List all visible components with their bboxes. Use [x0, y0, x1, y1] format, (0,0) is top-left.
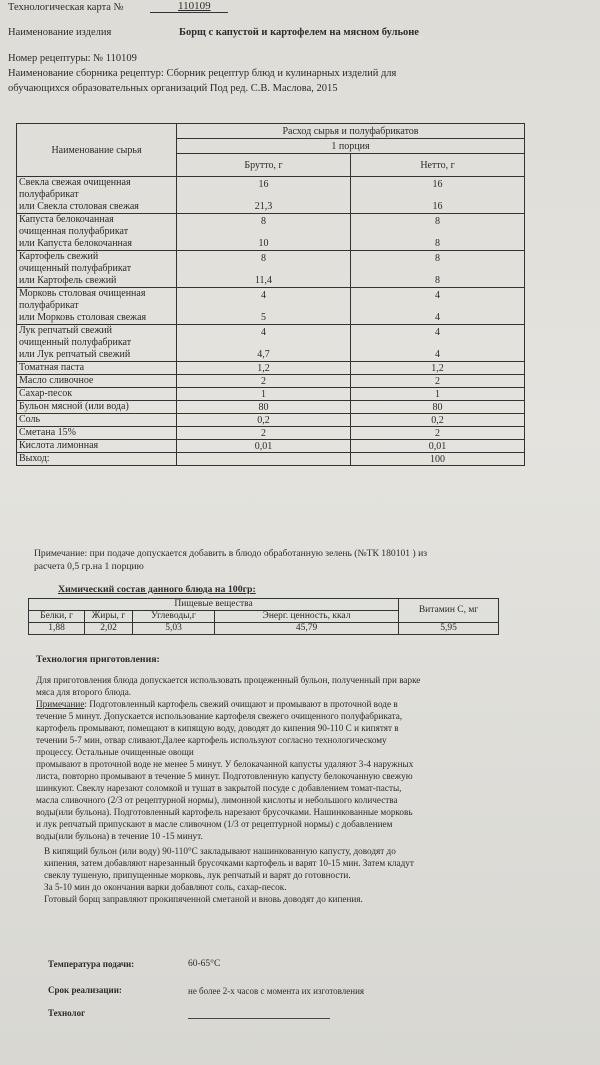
brutto-value: 5 — [261, 311, 266, 323]
ingredient-name: Морковь столовая очищенная — [19, 288, 146, 299]
netto-value: 8 — [435, 215, 440, 227]
table-row — [17, 388, 525, 401]
chem-col: Углеводы,г — [133, 611, 215, 623]
table-row — [17, 427, 525, 440]
tech-note-label: Примечание — [36, 699, 85, 709]
ingredient-name: Свекла свежая очищенная — [19, 177, 131, 188]
brutto-value: 0,01 — [177, 440, 351, 453]
collection-line1: Наименование сборника рецептур: Сборник рецептур блюд и кулинарных изделий для — [8, 68, 397, 79]
tech-line: кипения, затем добавляют нарезанный брусочками картофель и варят 10-15 мин. Затем кладут — [44, 858, 414, 868]
header-netto: Нетто, г — [351, 154, 525, 177]
chem-table — [28, 598, 499, 635]
ingredient-name: Сметана 15% — [17, 427, 177, 440]
card-number-underline — [150, 12, 228, 13]
netto-value: 2 — [351, 375, 525, 388]
header-portion: 1 порция — [177, 139, 525, 154]
ingredient-name: очищенная полуфабрикат — [19, 226, 129, 237]
netto-value: 8 — [435, 237, 440, 249]
brutto-value: 2 — [177, 427, 351, 440]
table-row — [17, 325, 525, 362]
tech-line: течении 5-7 мин, отвар сливают.Далее картофель используют согласно технологическому — [36, 735, 387, 745]
tech-title: Технология приготовления: — [36, 654, 160, 665]
signature-line — [188, 1018, 330, 1019]
tech-line: воды(или бульона). Подготовленный картофель нарезают брусочками. Нашинкованные морковь — [36, 807, 413, 817]
brutto-value: 4 — [261, 326, 266, 338]
ingredient-name: или Свекла столовая свежая — [19, 201, 139, 212]
brutto-value: 1,2 — [177, 362, 351, 375]
brutto-value: 1 — [177, 388, 351, 401]
ingredient-name: Томатная паста — [17, 362, 177, 375]
ingredient-name: полуфабрикат — [19, 189, 79, 200]
netto-value: 4 — [435, 311, 440, 323]
vitamin-header: Витамин С, мг — [399, 599, 499, 623]
ingredient-name: или Картофель свежий — [19, 275, 117, 286]
tech-line: и лук репчатый припускают в масле сливочном (1/3 от рецептурной нормы) с добавлением — [36, 819, 393, 829]
tech-line: шинкуют. Свеклу нарезают соломкой и тушат в закрытой посуде с добавлением томат-пасты, — [36, 783, 402, 793]
netto-value: 16 — [432, 178, 443, 190]
note-line2: расчета 0,5 гр.на 1 порцию — [34, 561, 144, 572]
netto-value: 16 — [432, 200, 443, 212]
ingredient-name: Капуста белокочанная — [19, 214, 114, 225]
ingredient-name: Картофель свежий — [19, 251, 99, 262]
tech-line: : Подготовленный картофель свежий очищают и промывают в проточной воде в — [84, 699, 398, 709]
chem-value: 45,79 — [215, 623, 399, 635]
tech-line: масла сливочного (2/3 от рецептурной нормы), лимонной кислоты и небольшого количества — [36, 795, 398, 805]
product-name: Борщ с капустой и картофелем на мясном бульоне — [179, 27, 419, 38]
technolog-label: Технолог — [48, 1008, 86, 1018]
tech-line: воды(или бульона) в течение 10 -15 минут. — [36, 831, 203, 841]
brutto-value: 8 — [261, 252, 266, 264]
ingredient-name: Сахар-песок — [17, 388, 177, 401]
tech-line: картофель промывают, помещают в кипящую воду, доводят до кипения 90-110 С и кипятят в — [36, 723, 399, 733]
tech-line: За 5-10 мин до окончания варки добавляют соль, сахар-песок. — [44, 882, 287, 892]
ingredient-name: или Капуста белокочанная — [19, 238, 132, 249]
product-label: Наименование изделия — [8, 27, 112, 38]
netto-value: 1,2 — [351, 362, 525, 375]
term-value: не более 2-х часов с момента их изготовления — [188, 986, 365, 996]
brutto-value: 4,7 — [257, 348, 270, 360]
brutto-value: 10 — [258, 237, 269, 249]
netto-value: 0,2 — [351, 414, 525, 427]
brutto-value: 80 — [177, 401, 351, 414]
chem-value: 5,03 — [133, 623, 215, 635]
brutto-value: 4 — [261, 289, 266, 301]
chem-col: Белки, г — [29, 611, 85, 623]
table-row — [17, 440, 525, 453]
netto-value: 1 — [351, 388, 525, 401]
brutto-value: 21,3 — [254, 200, 273, 212]
note-line1: Примечание: при подаче допускается добавить в блюдо обработанную зелень (№ТК 180101 ) из — [34, 548, 428, 559]
recipe-number: Номер рецептуры: № 110109 — [8, 53, 137, 64]
ingredient-name: очищенный полуфабрикат — [19, 337, 132, 348]
tech-note-line — [36, 698, 398, 710]
tech-line: промывают в проточной воде не менее 5 минут. У белокачанной капусты удаляют 3-4 наружных — [36, 759, 414, 769]
table-row — [17, 375, 525, 388]
temp-label: Температура подачи: — [48, 959, 135, 969]
header-ingredient: Наименование сырья — [17, 124, 177, 177]
tech-p1-line1: Для приготовления блюда допускается использовать процеженный бульон, полученный при варке — [36, 675, 421, 685]
collection-line2: обучающихся образовательных организаций Под ред. С.В. Маслова, 2015 — [8, 83, 338, 94]
tech-line: В кипящий бульон (или воду) 90-110°С закладывают нашинкованную капусту, доводят до — [44, 846, 396, 856]
tech-line: свеклу тушеную, припущенные морковь, лук репчатый и варят до готовности. — [44, 870, 351, 880]
brutto-value: 11,4 — [254, 274, 273, 286]
output-label: Выход: — [17, 453, 177, 466]
table-row — [17, 177, 525, 214]
ingredient-name: полуфабрикат — [19, 300, 79, 311]
netto-value: 80 — [351, 401, 525, 414]
header-usage: Расход сырья и полуфабрикатов — [177, 124, 525, 139]
tech-line: листа, повторно промывают в течение 5 минут. Подготовленную капусту белокочанную свежую — [36, 771, 413, 781]
nutrients-header: Пищевые вещества — [29, 599, 399, 611]
chem-col: Энерг. ценность, ккал — [215, 611, 399, 623]
netto-value: 8 — [435, 274, 440, 286]
netto-value: 2 — [351, 427, 525, 440]
ingredients-table — [16, 123, 525, 466]
table-row — [17, 362, 525, 375]
header-brutto: Брутто, г — [177, 154, 351, 177]
netto-value: 4 — [435, 289, 440, 301]
output-value: 100 — [351, 453, 525, 466]
netto-value: 0,01 — [351, 440, 525, 453]
tech-line: Готовый борщ заправляют прокипяченной сметаной и вновь доводят до кипения. — [44, 894, 363, 904]
ingredient-name: очищенный полуфабрикат — [19, 263, 132, 274]
netto-value: 8 — [435, 252, 440, 264]
tech-line: течение 5 минут. Допускается использование картофеля свежего очищенного полуфабриката, — [36, 711, 403, 721]
table-row — [17, 414, 525, 427]
brutto-value: 8 — [261, 215, 266, 227]
tech-line: процессу. Остальные очищенные овощи — [36, 747, 194, 757]
card-label: Технологическая карта № — [8, 2, 124, 13]
chem-col: Жиры, г — [85, 611, 133, 623]
ingredient-name: или Морковь столовая свежая — [19, 312, 147, 323]
table-row — [17, 401, 525, 414]
table-row — [17, 288, 525, 325]
netto-value: 4 — [435, 348, 440, 360]
ingredient-name: Масло сливочное — [17, 375, 177, 388]
term-label: Срок реализации: — [48, 985, 122, 995]
brutto-value: 2 — [177, 375, 351, 388]
tech-p1-line2: мяса для второго блюда. — [36, 687, 132, 697]
card-number: 110109 — [178, 0, 211, 12]
netto-value: 4 — [435, 326, 440, 338]
brutto-value: 16 — [258, 178, 269, 190]
output-row — [17, 453, 525, 466]
ingredient-name: или Лук репчатый свежий — [19, 349, 131, 360]
ingredient-name: Бульон мясной (или вода) — [17, 401, 177, 414]
chem-title: Химический состав данного блюда на 100гр: — [58, 584, 256, 595]
chem-value: 1,88 — [29, 623, 85, 635]
table-row — [17, 251, 525, 288]
vitamin-value: 5,95 — [399, 623, 499, 635]
chem-value: 2,02 — [85, 623, 133, 635]
ingredient-name: Соль — [17, 414, 177, 427]
ingredient-name: Кислота лимонная — [17, 440, 177, 453]
table-row — [17, 214, 525, 251]
ingredient-name: Лук репчатый свежий — [19, 325, 112, 336]
brutto-value: 0,2 — [177, 414, 351, 427]
temp-value: 60-65°С — [188, 959, 221, 969]
